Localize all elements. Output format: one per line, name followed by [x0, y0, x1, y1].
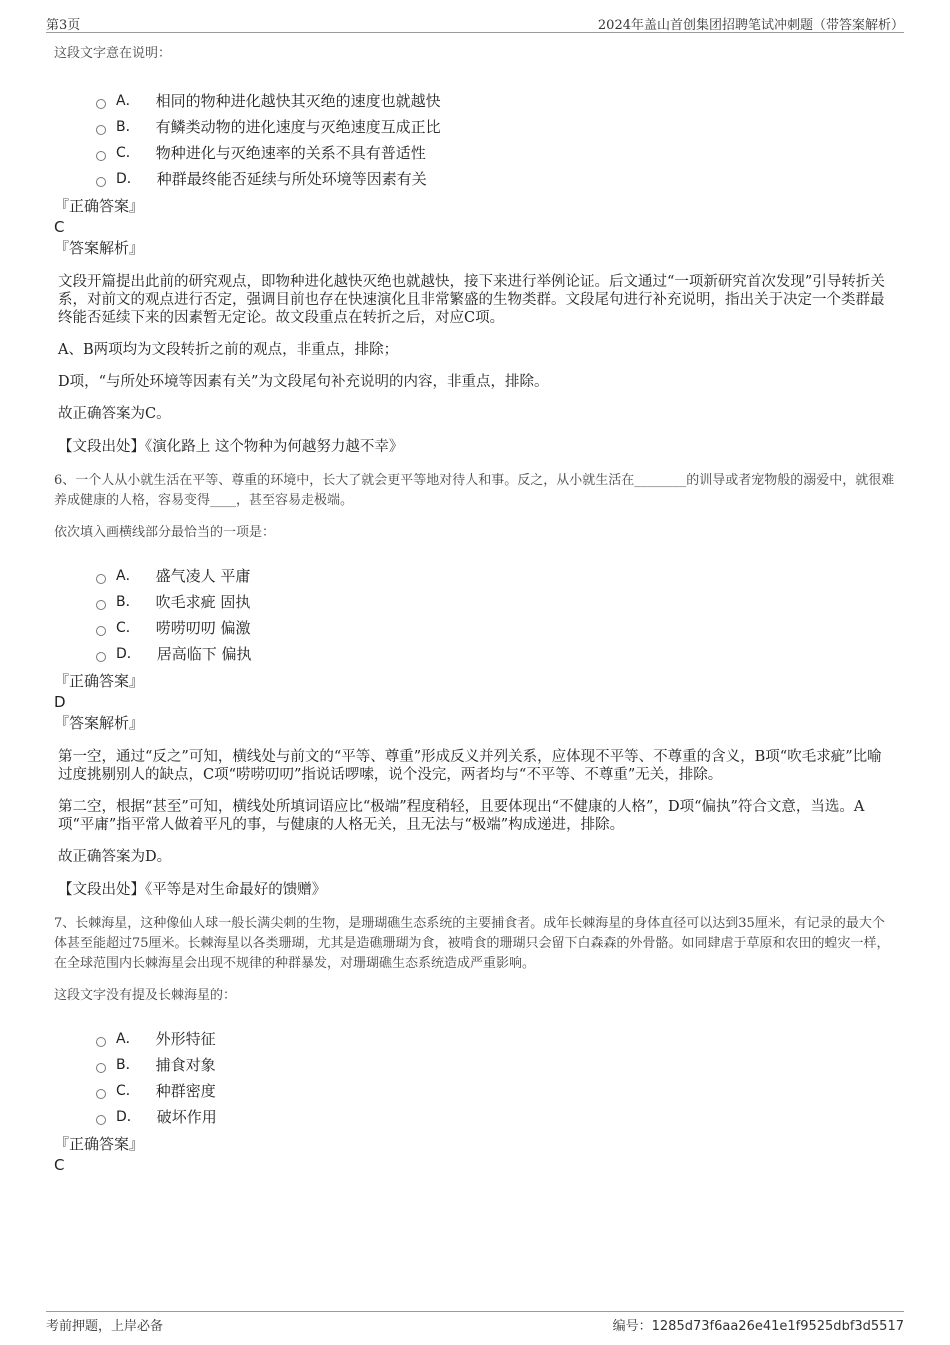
answer-value: C — [54, 218, 65, 236]
radio-icon[interactable] — [96, 1037, 106, 1047]
radio-icon[interactable] — [96, 1063, 106, 1073]
option-letter: C． — [116, 1083, 140, 1099]
option-c[interactable] — [96, 140, 896, 166]
page-header — [46, 14, 904, 33]
question-7 — [54, 914, 896, 1176]
radio-icon[interactable] — [96, 626, 106, 636]
analysis-label: 『答案解析』 — [54, 714, 145, 732]
option-letter: B． — [116, 1057, 140, 1073]
radio-icon[interactable] — [96, 151, 106, 161]
radio-icon[interactable] — [96, 99, 106, 109]
option-c[interactable] — [96, 1078, 896, 1104]
stem-text: 的训导或者宠物般的溺爱中，就很难养成健康的人格，容易变得 — [54, 473, 895, 508]
document-serial: 编号：1285d73f6aa26e41e1f9525dbf3d5517 — [612, 1319, 904, 1334]
option-text: 唠唠叨叨 偏激 — [155, 619, 251, 637]
stem-text: 6、一个人从小就生活在平等、尊重的环境中，长大了就会更平等地对待人和事。反之，从小就生活在 — [54, 473, 635, 488]
stem-text: ，甚至容易走极端。 — [236, 493, 354, 508]
option-a[interactable] — [96, 1026, 896, 1052]
option-text: 居高临下 偏执 — [156, 645, 252, 663]
radio-icon[interactable] — [96, 652, 106, 662]
analysis-paragraph: D项，“与所处环境等因素有关”为文段尾句补充说明的内容，非重点，排除。 — [58, 374, 549, 390]
option-text: 种群最终能否延续与所处环境等因素有关 — [156, 170, 427, 188]
option-letter: D． — [116, 646, 141, 662]
option-text: 破坏作用 — [156, 1108, 217, 1126]
answer-value: C — [54, 1156, 65, 1174]
radio-icon[interactable] — [96, 1089, 106, 1099]
page-content — [54, 44, 896, 1176]
analysis-paragraph: 故正确答案为D。 — [58, 849, 172, 865]
option-text: 物种进化与灭绝速率的关系不具有普适性 — [155, 144, 426, 162]
options-list — [96, 563, 896, 667]
option-letter: B． — [116, 594, 140, 610]
options-list — [96, 88, 896, 192]
option-c[interactable] — [96, 615, 896, 641]
question-6 — [54, 471, 896, 900]
question-stem: 7、长棘海星，这种像仙人球一般长满尖刺的生物，是珊瑚礁生态系统的主要捕食者。成年长棘海星的身体直径可以达到35厘米，有记录的最大个体甚至能超过75厘米。长棘海星以各类珊瑚，尤其是造礁珊瑚为食，被啃食的珊瑚只会留下白森森的外骨骼。如同肆虐于草原和农田的蝗灾一样，在全球范围内长棘海星会出现不规律的种群暴发，对珊瑚礁生态系统造成严重影响。 — [54, 916, 890, 971]
option-letter: A． — [116, 568, 140, 584]
option-a[interactable] — [96, 88, 896, 114]
option-text: 种群密度 — [155, 1082, 216, 1100]
option-d[interactable] — [96, 641, 896, 667]
analysis-paragraph: A、B两项均为文段转折之前的观点，非重点，排除； — [58, 342, 399, 358]
footer-slogan: 考前押题，上岸必备 — [46, 1319, 164, 1334]
analysis-paragraph: 第二空，根据“甚至”可知，横线处所填词语应比“极端”程度稍轻，且要体现出“不健康的人格”，D项“偏执”符合文意，当选。A项“平庸”指平常人做着平凡的事，与健康的人格无关，且无法与“极端”构成递进，排除。 — [58, 799, 865, 833]
option-letter: B． — [116, 119, 140, 135]
option-letter: D． — [116, 171, 141, 187]
answer-label: 『正确答案』 — [54, 672, 145, 690]
question-stem — [54, 471, 896, 511]
option-b[interactable] — [96, 114, 896, 140]
analysis-label: 『答案解析』 — [54, 239, 145, 257]
radio-icon[interactable] — [96, 574, 106, 584]
fill-blank: ________ — [634, 473, 687, 488]
option-letter: A． — [116, 93, 140, 109]
document-title: 2024年盖山首创集团招聘笔试冲刺题（带答案解析） — [597, 18, 904, 33]
source-citation: 【文段出处】《演化路上 这个物种为何越努力越不幸》 — [58, 439, 404, 455]
answer-value: D — [54, 693, 66, 711]
analysis-paragraph: 第一空，通过“反之”可知，横线处与前文的“平等、尊重”形成反义并列关系，应体现不平等、不尊重的含义，B项“吹毛求疵”比喻过度挑剔别人的缺点，C项“唠唠叨叨”指说话啰嗦，说个没完，两者均与“不平等、不尊重”无关，排除。 — [58, 749, 882, 783]
answer-label: 『正确答案』 — [54, 1135, 145, 1153]
options-list — [96, 1026, 896, 1130]
fill-blank: ____ — [210, 493, 237, 508]
radio-icon[interactable] — [96, 125, 106, 135]
question-prompt: 这段文字意在说明： — [54, 46, 172, 61]
option-text: 盛气凌人 平庸 — [155, 567, 251, 585]
option-letter: A． — [116, 1031, 140, 1047]
option-text: 相同的物种进化越快其灭绝的速度也就越快 — [155, 92, 441, 110]
radio-icon[interactable] — [96, 1115, 106, 1125]
option-b[interactable] — [96, 1052, 896, 1078]
option-d[interactable] — [96, 1104, 896, 1130]
option-text: 外形特征 — [155, 1030, 216, 1048]
option-a[interactable] — [96, 563, 896, 589]
option-letter: C． — [116, 145, 140, 161]
option-text: 有鳞类动物的进化速度与灭绝速度互成正比 — [155, 118, 441, 136]
question-prompt: 依次填入画横线部分最恰当的一项是： — [54, 525, 276, 540]
question-prompt: 这段文字没有提及长棘海星的： — [54, 988, 237, 1003]
option-text: 吹毛求疵 固执 — [155, 593, 251, 611]
analysis-paragraph: 故正确答案为C。 — [58, 406, 171, 422]
question-5 — [54, 44, 896, 457]
option-letter: C． — [116, 620, 140, 636]
option-b[interactable] — [96, 589, 896, 615]
option-d[interactable] — [96, 166, 896, 192]
radio-icon[interactable] — [96, 600, 106, 610]
page-footer — [46, 1311, 904, 1334]
page-number: 第3页 — [46, 18, 81, 33]
answer-label: 『正确答案』 — [54, 197, 145, 215]
option-letter: D． — [116, 1109, 141, 1125]
analysis-paragraph: 文段开篇提出此前的研究观点，即物种进化越快灭绝也就越快，接下来进行举例论证。后文通过“一项新研究首次发现”引导转折关系，对前文的观点进行否定，强调目前也存在快速演化且非常繁盛的生物类群。文段尾句进行补充说明，指出关于决定一个类群最终能否延续下来的因素暂无定论。故文段重点在转折之后，对应C项。 — [58, 274, 885, 326]
option-text: 捕食对象 — [155, 1056, 216, 1074]
source-citation: 【文段出处】《平等是对生命最好的馈赠》 — [58, 882, 327, 898]
radio-icon[interactable] — [96, 177, 106, 187]
